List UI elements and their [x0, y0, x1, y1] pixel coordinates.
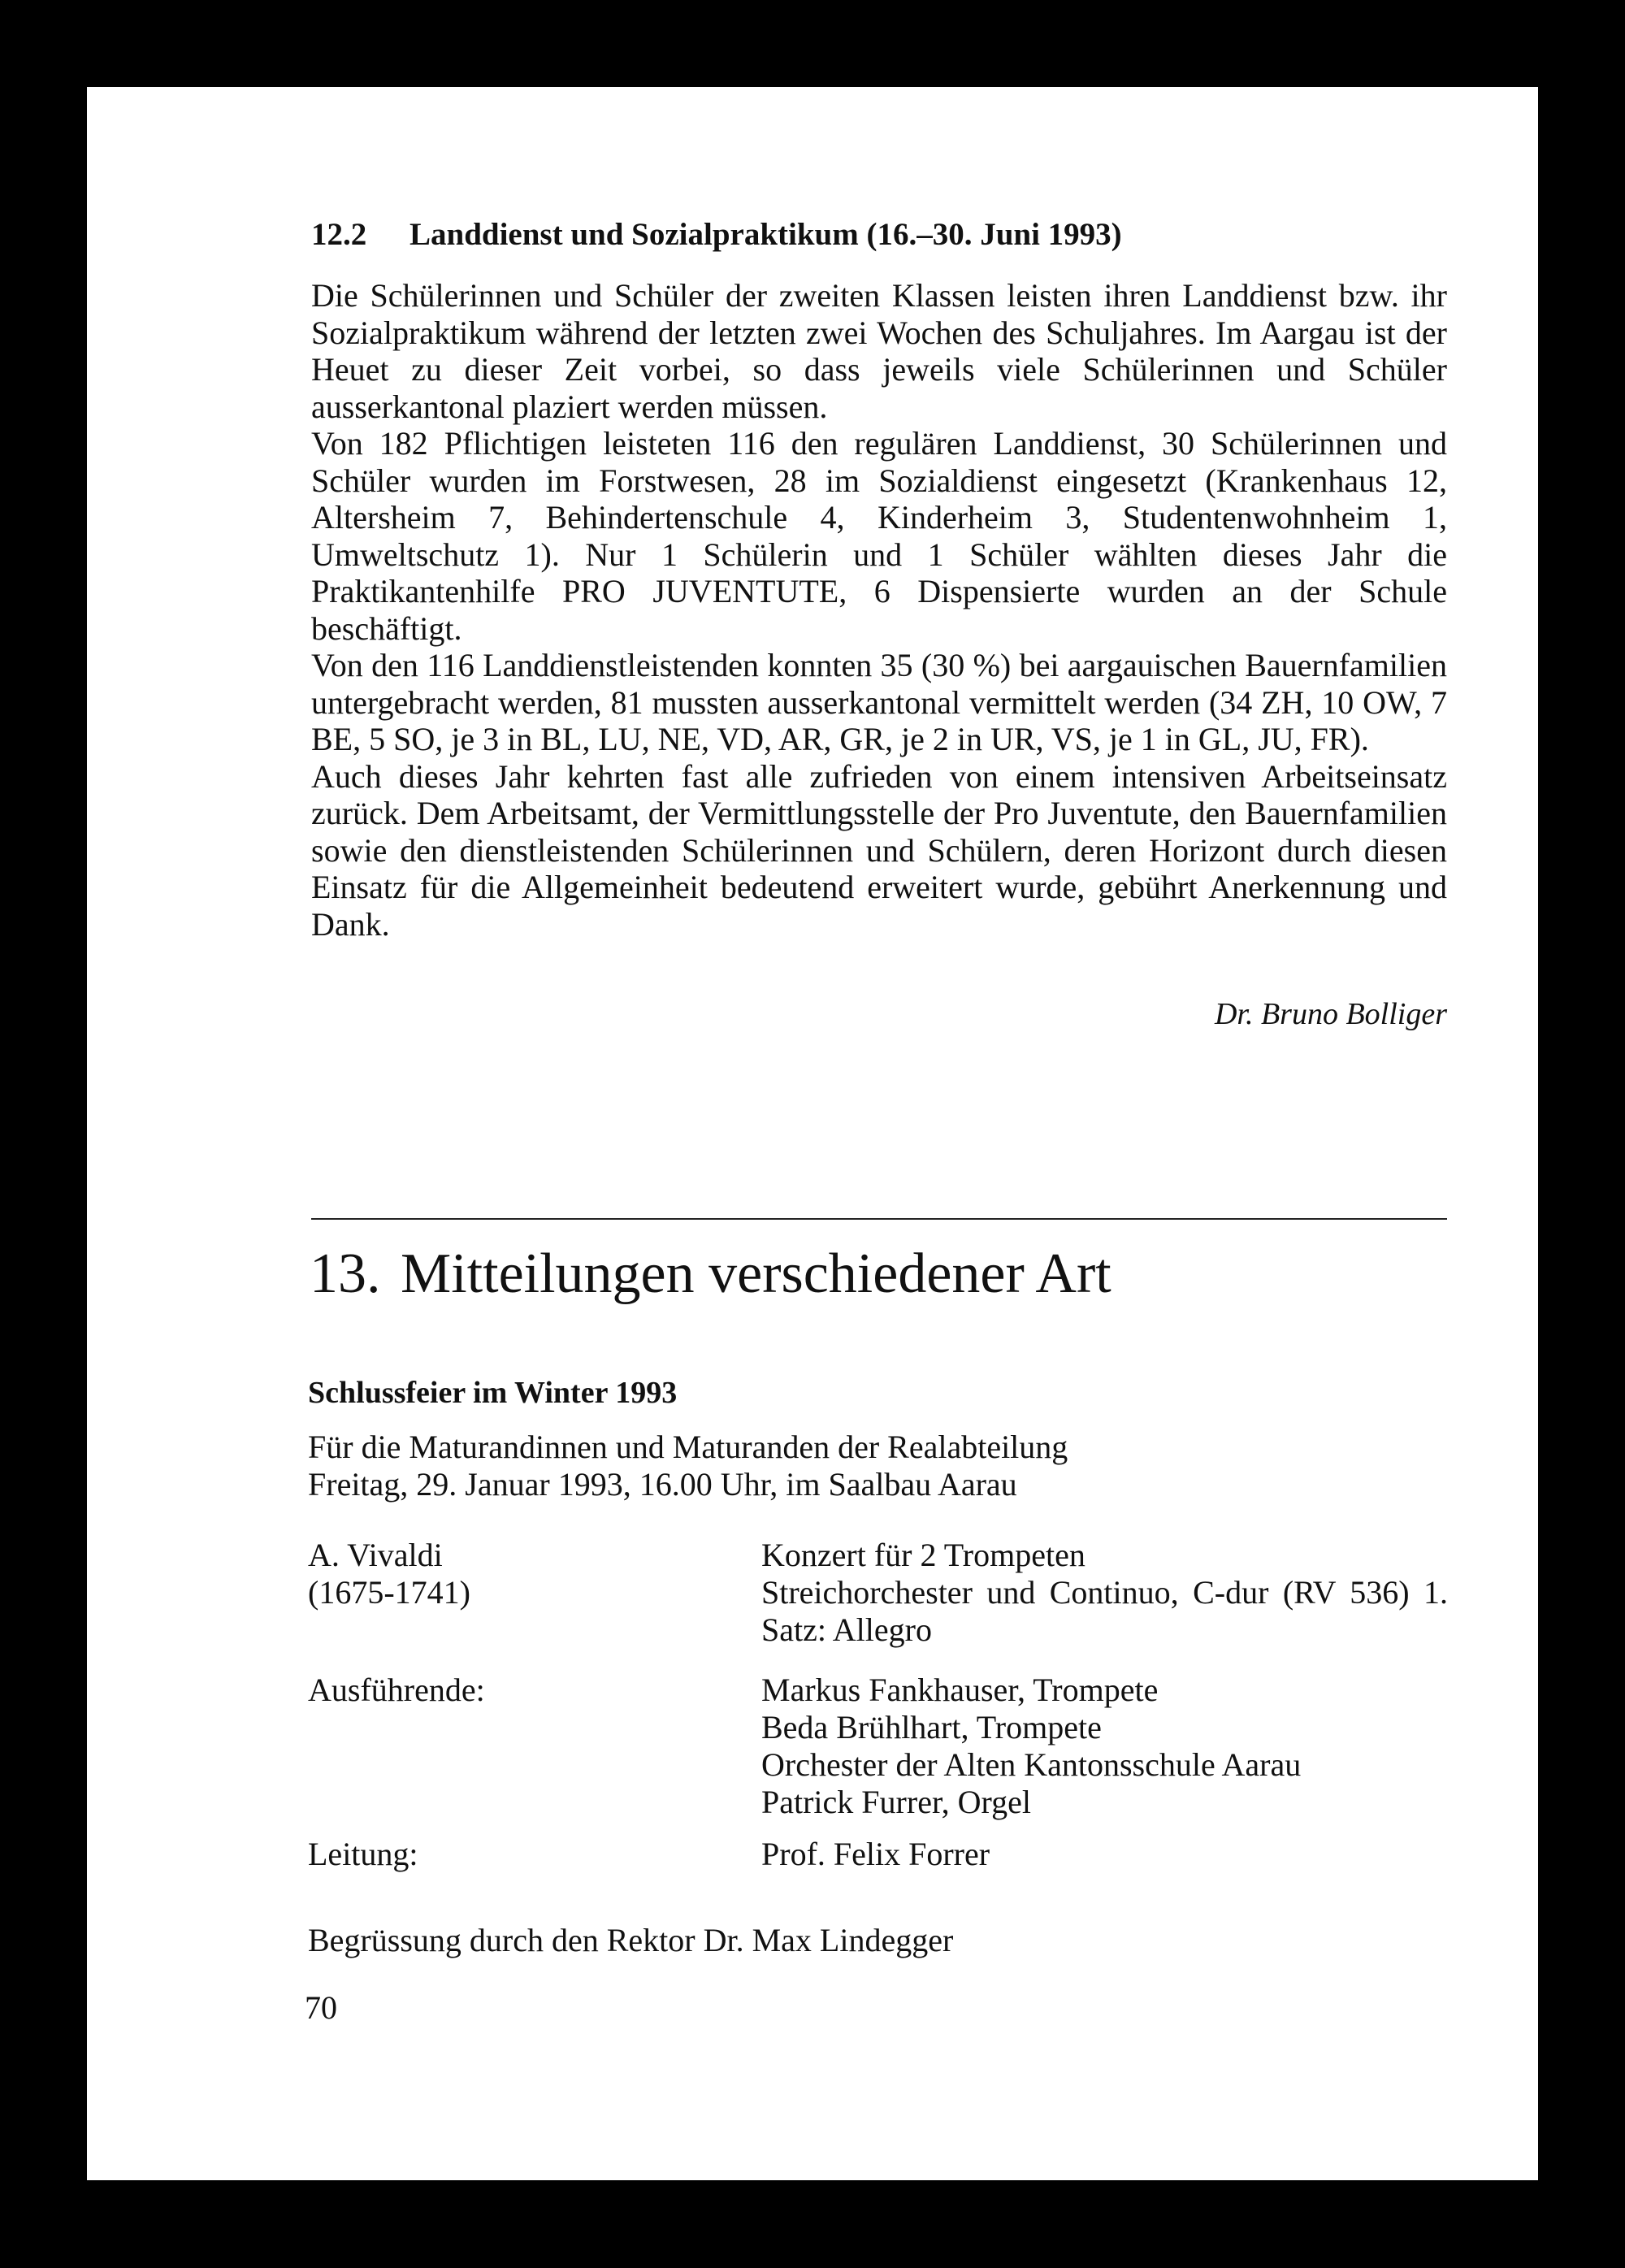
performers-list [761, 1672, 1448, 1821]
performer: Patrick Furrer, Orgel [761, 1784, 1032, 1820]
performer: Orchester der Alten Kantonsschule Aarau [761, 1746, 1302, 1783]
section-number: 12.2 [311, 217, 367, 252]
paragraph: Von den 116 Landdienstleistenden konnten 35 (30 %) bei aargauischen Bauernfamilien untergebracht werden, 81 mussten ausserkantonal vermittelt werden (34 ZH, 10 OW, 7 BE, 5 SO, je 3 in BL, LU, NE, VD, AR, GR, je 2 in UR, VS, je 1 in GL, JU, FR). [311, 647, 1447, 757]
piece-title: Konzert für 2 Trompeten [761, 1537, 1086, 1573]
conductor-label: Leitung: [308, 1836, 418, 1872]
author-signature: Dr. Bruno Bolliger [1214, 997, 1447, 1031]
section-heading [311, 215, 1122, 254]
section-body [311, 277, 1447, 943]
divider [311, 1218, 1447, 1220]
performers-label: Ausführende: [308, 1672, 485, 1708]
document-page [87, 87, 1538, 2180]
composer-name: A. Vivaldi [308, 1537, 443, 1573]
composer-block [308, 1537, 470, 1611]
paragraph: Die Schülerinnen und Schüler der zweiten Klassen leisten ihren Landdienst bzw. ihr Sozialpraktikum während der letzten zwei Wochen des Schuljahres. Im Aargau ist der Heuet zu dieser Zeit vorbei, so dass jeweils viele Schülerinnen und Schüler ausserkantonal plaziert werden müssen. [311, 277, 1447, 425]
paragraph: Von 182 Pflichtigen leisteten 116 den regulären Landdienst, 30 Schülerinnen und Schüler wurden im Forstwesen, 28 im Sozialdienst eingesetzt (Krankenhaus 12, Altersheim 7, Behindertenschule 4, Kinderheim 3, Studentenwohnheim 1, Umweltschutz 1). Nur 1 Schülerin und 1 Schüler wählten dieses Jahr die Praktikantenhilfe PRO JUVENTUTE, 6 Dispensierte wurden an der Schule beschäftigt. [311, 425, 1447, 647]
greeting-line: Begrüssung durch den Rektor Dr. Max Lindegger [308, 1922, 954, 1958]
event-title: Schlussfeier im Winter 1993 [308, 1376, 678, 1410]
chapter-number: 13. [310, 1242, 381, 1305]
paragraph: Auch dieses Jahr kehrten fast alle zufrieden von einem intensiven Arbeitseinsatz zurück. Dem Arbeitsamt, der Vermittlungsstelle der Pro Juventute, den Bauernfamilien sowie den dienstleistenden Schülerinnen und Schülern, deren Horizont durch diesen Einsatz für die Allgemeinheit bedeutend erweitert wurde, gebührt Anerkennung und Dank. [311, 757, 1447, 943]
chapter-heading [310, 1239, 1112, 1309]
section-title: Landdienst und Sozialpraktikum (16.–30. Juni 1993) [410, 217, 1122, 252]
event-intro [308, 1429, 1068, 1503]
composer-years: (1675-1741) [308, 1574, 470, 1611]
chapter-title: Mitteilungen verschiedener Art [401, 1242, 1112, 1305]
event-date-venue: Freitag, 29. Januar 1993, 16.00 Uhr, im Saalbau Aarau [308, 1466, 1017, 1503]
piece-block [761, 1537, 1448, 1649]
conductor-name: Prof. Felix Forrer [761, 1836, 990, 1872]
event-audience: Für die Maturandinnen und Maturanden der Realabteilung [308, 1429, 1068, 1465]
page-number: 70 [305, 1989, 337, 2026]
performer: Markus Fankhauser, Trompete [761, 1672, 1159, 1708]
performer: Beda Brühlhart, Trompete [761, 1709, 1102, 1745]
piece-details: Streichorchester und Continuo, C-dur (RV 536) 1. Satz: Allegro [761, 1574, 1448, 1648]
